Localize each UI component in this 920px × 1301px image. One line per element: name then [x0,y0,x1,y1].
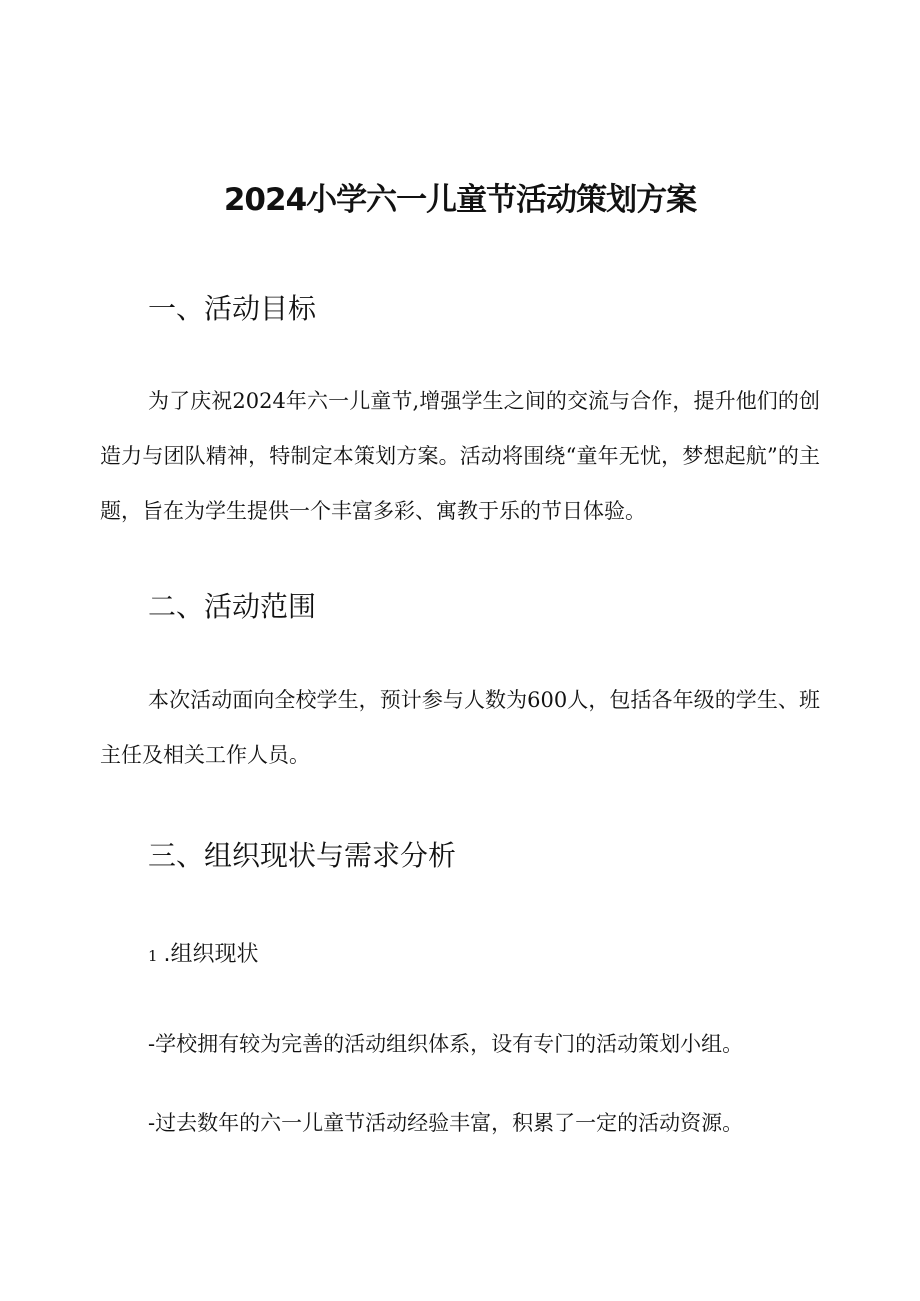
document-title: 2024小学六一儿童节活动策划方案 [223,182,697,218]
section-heading-goals: 一、活动目标 [148,292,317,325]
section-paragraph-goals: 为了庆祝2024年六一儿童节,增强学生之间的交流与合作，提升他们的创造力与团队精神，特制定本策划方案。活动将围绕“童年无忧，梦想起航”的主题，旨在为学生提供一个丰富多彩、寓教于乐的节日体验。 [100,389,820,523]
subsection-title: .组织现状 [163,942,259,967]
section-heading-scope: 二、活动范围 [148,590,317,623]
subsection-number: 1 [148,947,158,965]
subsection-heading-status [148,938,259,973]
bullet-item: -学校拥有较为完善的活动组织体系，设有专门的活动策划小组。 [148,1032,744,1056]
section-paragraph-scope: 本次活动面向全校学生，预计参与人数为600人，包括各年级的学生、班主任及相关工作人员。 [100,688,820,767]
section-heading-analysis: 三、组织现状与需求分析 [148,839,457,872]
bullet-item: -过去数年的六一儿童节活动经验丰富，积累了一定的活动资源。 [148,1111,744,1135]
